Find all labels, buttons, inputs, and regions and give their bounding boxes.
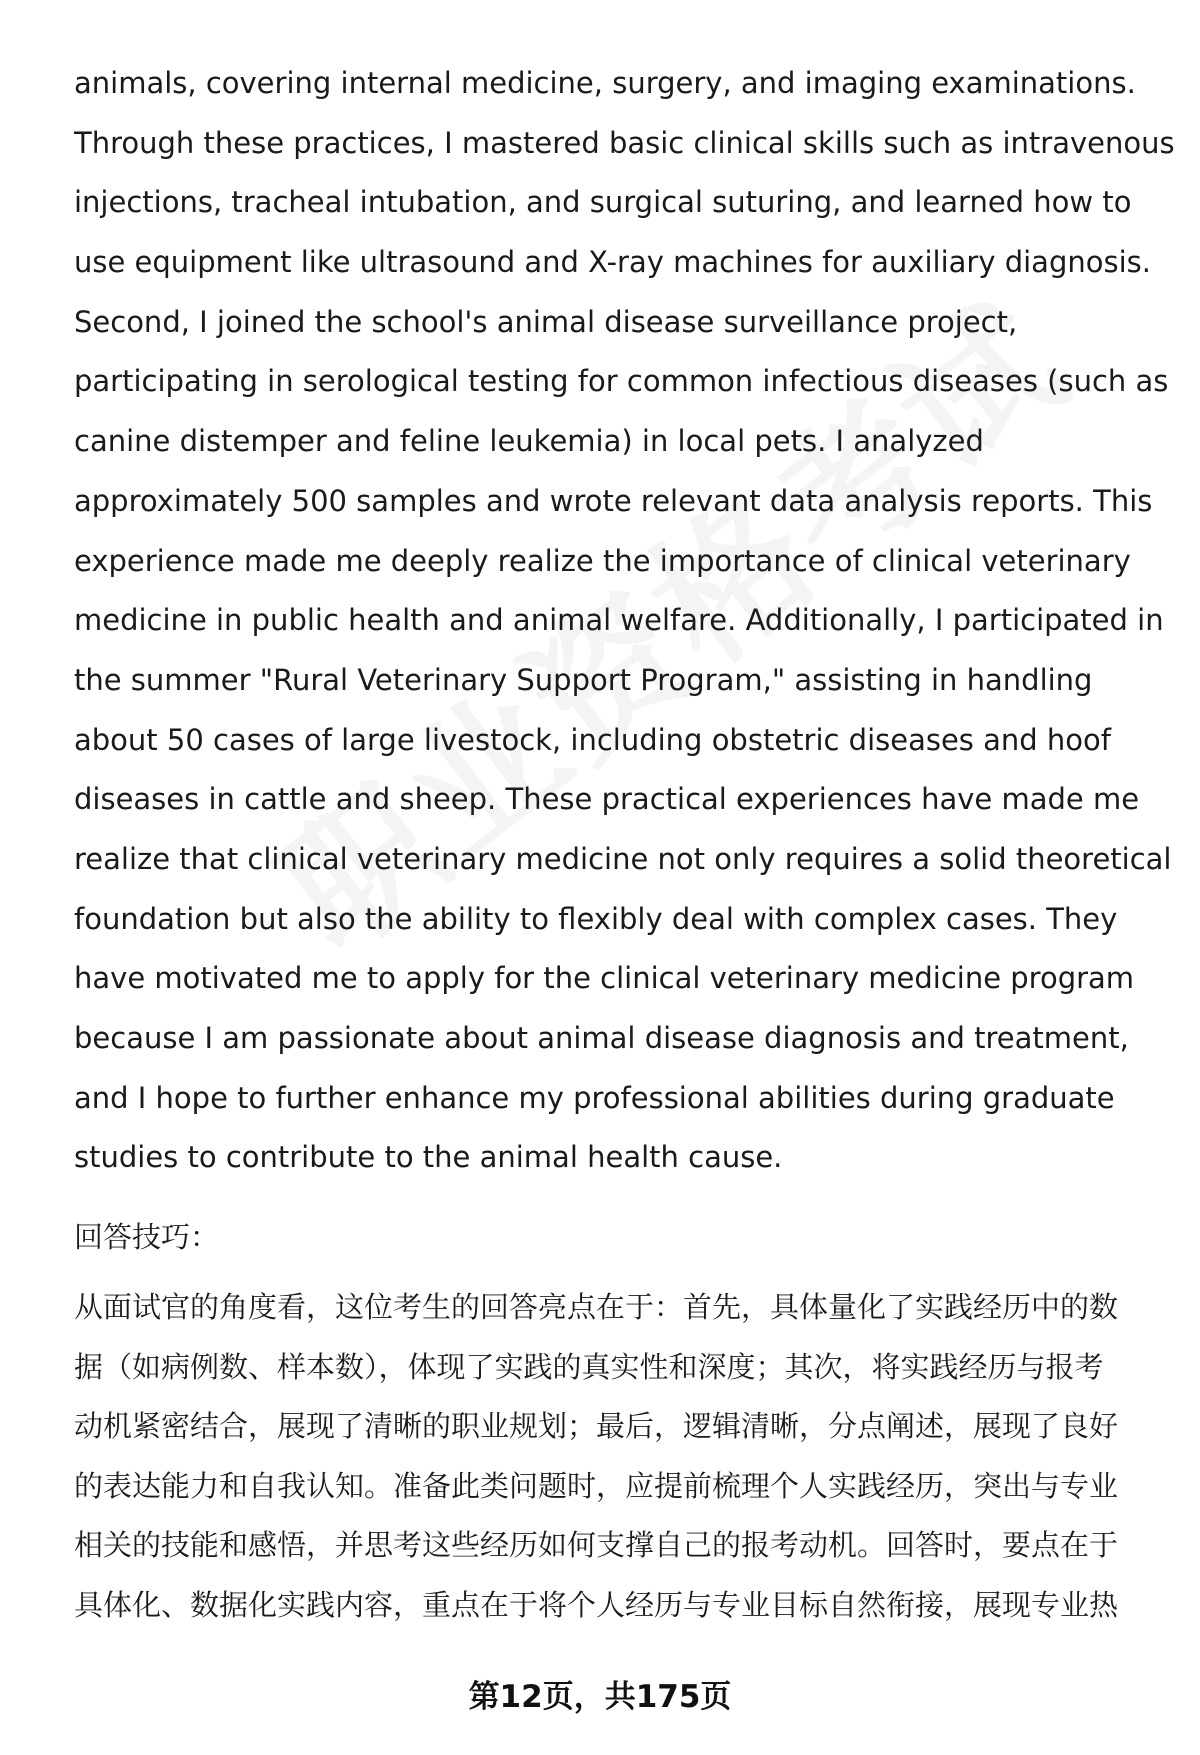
text-line: 动机紧密结合，展现了清晰的职业规划；最后，逻辑清晰，分点阐述，展现了良好 [74,1409,1119,1444]
text-line: foundation but also the ability to flexibly deal with complex cases. They [74,901,1118,936]
text-line: Through these practices, I mastered basic clinical skills such as intravenous [74,125,1175,160]
text-line: participating in serological testing for common infectious diseases (such as [74,364,1169,399]
text-line: use equipment like ultrasound and X-ray machines for auxiliary diagnosis. [74,245,1151,280]
text-line: approximately 500 samples and wrote relevant data analysis reports. This [74,483,1153,518]
answer-tips-paragraph [74,1278,1154,1636]
text-line: because I am passionate about animal disease diagnosis and treatment, [74,1021,1129,1055]
text-line: realize that clinical veterinary medicine not only requires a solid theoretical [74,841,1172,876]
text-line: experience made me deeply realize the importance of clinical veterinary [74,543,1131,578]
text-line: animals, covering internal medicine, surgery, and imaging examinations. [74,66,1136,100]
text-line: and I hope to further enhance my professional abilities during graduate [74,1080,1115,1115]
text-line: diseases in cattle and sheep. These practical experiences have made me [74,782,1140,817]
text-line: the summer "Rural Veterinary Support Program," assisting in handling [74,662,1093,697]
answer-tips-heading: 回答技巧： [74,1220,220,1254]
text-line: 从面试官的角度看，这位考生的回答亮点在于：首先，具体量化了实践经历中的数 [74,1290,1119,1324]
text-line: 的表达能力和自我认知。准备此类问题时，应提前梳理个人实践经历，突出与专业 [74,1468,1119,1503]
text-line: medicine in public health and animal welfare. Additionally, I participated in [74,603,1164,638]
text-line: 据（如病例数、样本数），体现了实践的真实性和深度；其次，将实践经历与报考 [74,1349,1104,1384]
page-number: 第12页，共175页 [468,1679,732,1715]
answer-paragraph [74,54,1175,1188]
text-line: studies to contribute to the animal health cause. [74,1140,783,1175]
text-line: have motivated me to apply for the clinical veterinary medicine program [74,961,1135,996]
text-line: Second, I joined the school's animal disease surveillance project, [74,304,1018,339]
text-line: 具体化、数据化实践内容，重点在于将个人经历与专业目标自然衔接，展现专业热 [74,1587,1119,1622]
text-line: 相关的技能和感悟，并思考这些经历如何支撑自己的报考动机。回答时，要点在于 [74,1528,1119,1563]
text-line: injections, tracheal intubation, and surgical suturing, and learned how to [74,185,1132,220]
text-line: about 50 cases of large livestock, including obstetric diseases and hoof [74,722,1111,757]
text-line: canine distemper and feline leukemia) in local pets. I analyzed [74,424,984,459]
